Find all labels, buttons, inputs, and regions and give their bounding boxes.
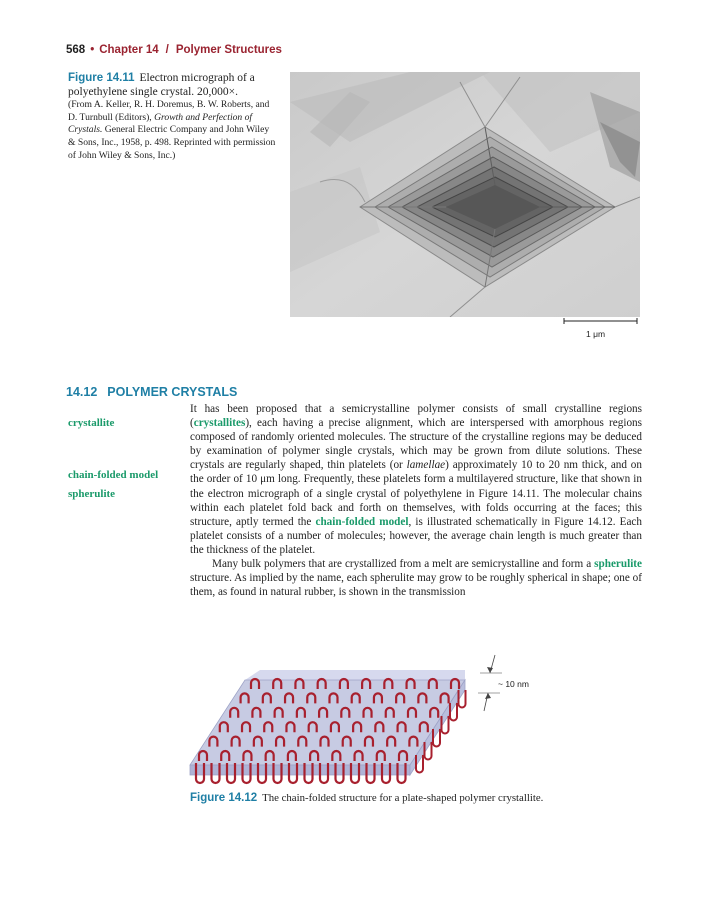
figure-14-12-label: Figure 14.12 (190, 792, 258, 804)
chain-folded-diagram (180, 645, 540, 790)
margin-term-chain-folded: chain-folded model (68, 469, 159, 481)
section-number: 14.12 (66, 385, 98, 399)
figure-14-11-credit (68, 99, 278, 162)
page-number: 568 (66, 44, 86, 56)
figure-14-12-caption-text: The chain-folded structure for a plate-shaped polymer crystallite. (262, 792, 544, 804)
section-heading (66, 385, 237, 399)
body-text (190, 402, 642, 599)
margin-term-spherulite: spherulite (68, 488, 116, 500)
term-spherulite: spherulite (594, 558, 642, 571)
electron-micrograph-image (290, 72, 640, 317)
p1-text-3: ) approximately 10 to 20 nm thick, and on the order of 10 μm long. Frequently, these platelets form a multilayered structure, like that shown in the electron micrograph of a single crystal of polyethylene in Figure 14.11. The molecular chains within each platelet fold back and forth on themselves, with folds occurring at the faces; this structure, aptly termed the (190, 459, 642, 528)
credit-book-title: Growth and Perfection of Crystals. (68, 111, 253, 136)
credit-text-2: General Electric Company and John Wiley & Sons, Inc., 1958, p. 498. Reprinted with permission of John Wiley & Sons, Inc.) (68, 124, 276, 161)
term-lamellae: lamellae (406, 459, 446, 472)
thickness-label: ~ 10 nm (498, 679, 529, 689)
section-title: POLYMER CRYSTALS (107, 385, 238, 399)
figure-14-11-label: Figure 14.11 (68, 72, 135, 84)
paragraph-1 (190, 402, 642, 557)
p2-text-1: Many bulk polymers that are crystallized from a melt are semicrystalline and form a (212, 558, 595, 571)
running-header (66, 44, 282, 56)
p1-text-1: It has been proposed that a semicrystalline polymer consists of small crystalline regions ( (190, 403, 642, 430)
header-dot: • (90, 44, 95, 56)
figure-14-12-caption (190, 792, 543, 804)
header-slash: / (165, 44, 169, 56)
credit-text-1: (From A. Keller, R. H. Doremus, B. W. Roberts, and D. Turnbull (Editors), (68, 99, 270, 123)
term-chain-folded-model: chain-folded model (315, 515, 409, 528)
chapter-number: Chapter 14 (99, 44, 159, 56)
p2-text-2: structure. As implied by the name, each spherulite may grow to be roughly spherical in shape; one of them, as found in natural rubber, is shown in the transmission (190, 572, 642, 599)
scale-bar-label: 1 μm (586, 329, 606, 339)
paragraph-2 (190, 557, 642, 599)
term-crystallites: crystallites (193, 417, 246, 430)
p1-text-2: ), each having a precise alignment, which are interspersed with amorphous regions composed of randomly oriented molecules. The structure of the crystalline regions may be deduced by examination of polymer single crystals, which may be grown from dilute solutions. These crystals are regularly shaped, thin platelets (or (190, 417, 642, 472)
figure-14-11-caption-lead: Electron micrograph of a polyethylene single crystal. 20,000×. (68, 72, 255, 98)
figure-14-11-caption (68, 72, 278, 162)
chapter-title: Polymer Structures (175, 44, 282, 56)
p1-text-4: , is illustrated schematically in Figure 14.12. Each platelet consists of a number of molecules; however, the average chain length is much greater than the thickness of the platelet. (190, 515, 642, 556)
margin-term-crystallite: crystallite (68, 417, 115, 429)
